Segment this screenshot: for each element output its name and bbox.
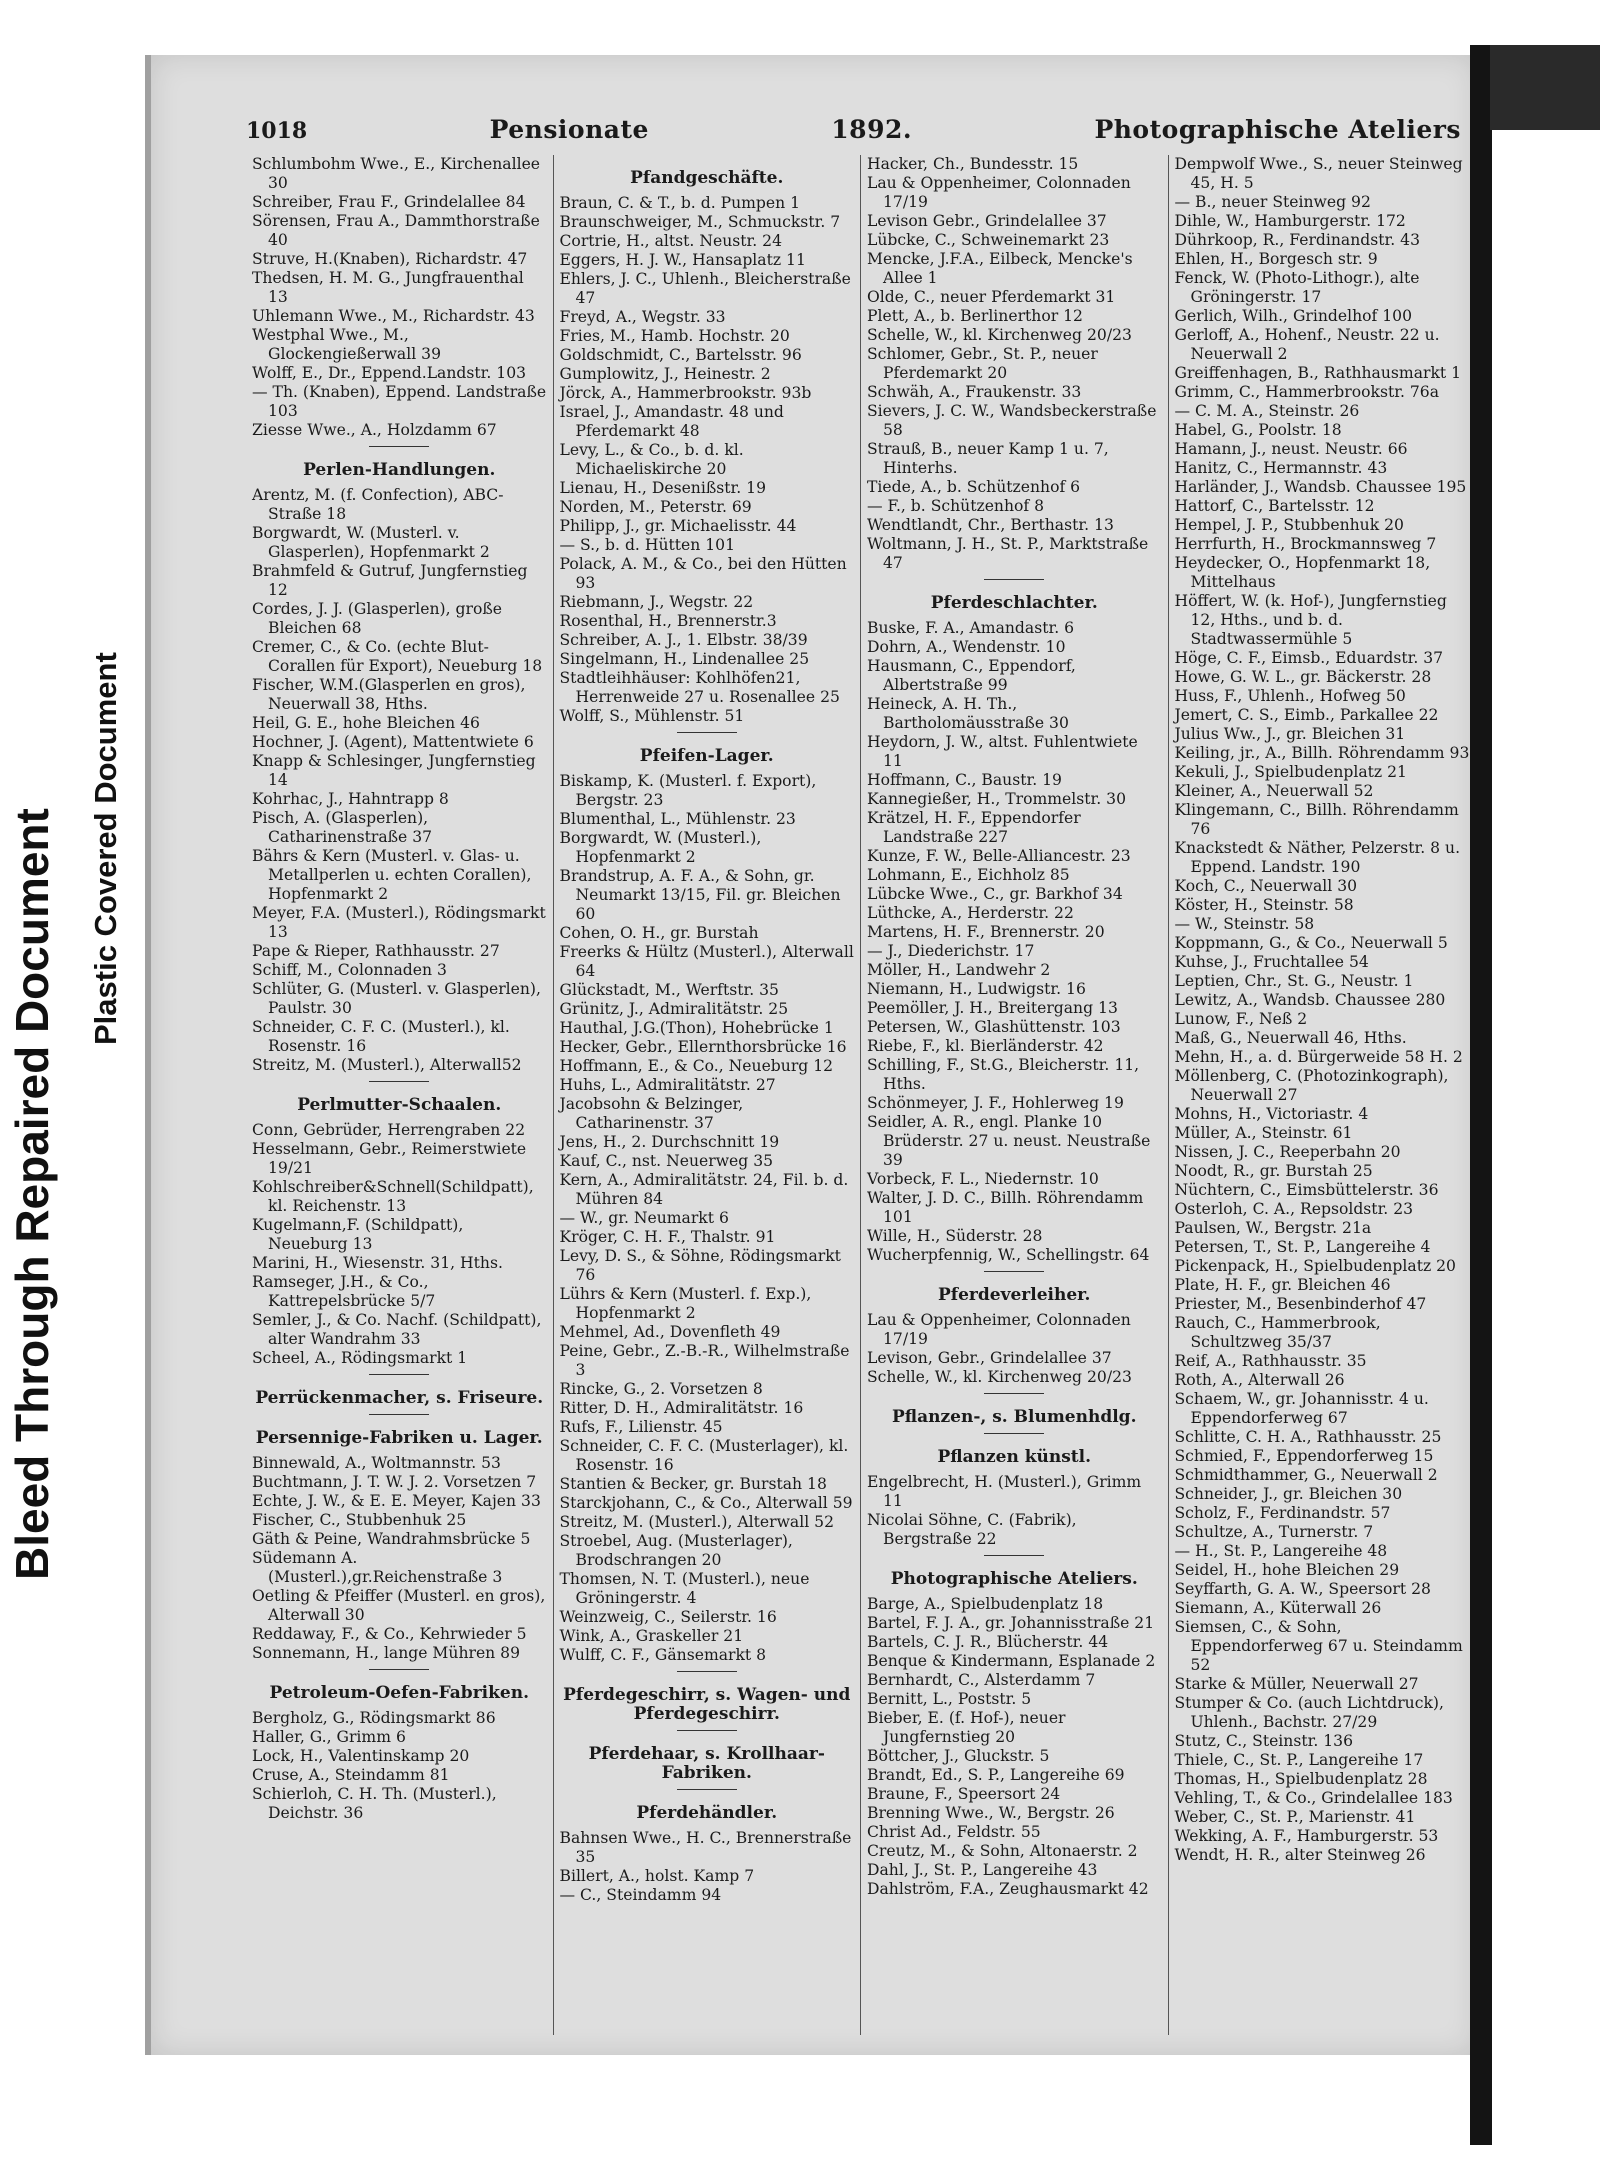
directory-entry: Levy, L., & Co., b. d. kl. Michaeliskirche 20 [559,441,744,478]
directory-entry: Mehmel, Ad., Dovenfleth 49 [559,1323,781,1341]
directory-entry: Hausmann, C., Eppendorf, Albertstraße 99 [867,657,1076,694]
directory-entry: Nicolai Söhne, C. (Fabrik), Bergstraße 22 [867,1511,1077,1548]
directory-entry: Polack, A. M., & Co., bei den Hütten 93 [559,555,847,592]
directory-entry: Grimm, C., Hammerbrookstr. 76a [1174,383,1440,401]
directory-entry: Seidel, H., hohe Bleichen 29 [1174,1561,1400,1579]
directory-entry: Riebmann, J., Wegstr. 22 [559,593,754,611]
plastic-covered-stamp: Plastic Covered Document [88,652,123,1045]
directory-entry: Wille, H., Süderstr. 28 [867,1227,1043,1245]
directory-entry: Heydecker, O., Hopfenmarkt 18, Mittelhaus [1174,554,1431,591]
directory-entry: Koppmann, G., & Co., Neuerwall 5 [1174,934,1448,952]
directory-entry: Knapp & Schlesinger, Jungfernstieg 14 [252,752,536,789]
directory-entry: Jörck, A., Hammerbrookstr. 93b [559,384,812,402]
section-divider [984,1271,1044,1272]
directory-entry: Köster, H., Steinstr. 58 [1174,896,1354,914]
directory-entry: Schelle, W., kl. Kirchenweg 20/23 [867,1368,1132,1386]
directory-entry: Klingemann, C., Billh. Röhrendamm 76 [1174,801,1459,838]
directory-entry: Braune, F., Speersort 24 [867,1785,1061,1803]
directory-entry: — H., St. P., Langereihe 48 [1174,1542,1388,1560]
directory-entry: Priester, M., Besenbinderhof 47 [1174,1295,1427,1313]
directory-entry: Lohmann, E., Eichholz 85 [867,866,1070,884]
directory-entry: Herrfurth, H., Brockmannsweg 7 [1174,535,1437,553]
directory-entry: Osterloh, C. A., Repsoldstr. 23 [1174,1200,1414,1218]
directory-entry: Hamann, J., neust. Neustr. 66 [1174,440,1408,458]
directory-entry: Semler, J., & Co. Nachf. (Schildpatt), alter Wandrahm 33 [252,1311,542,1348]
directory-entry: Singelmann, H., Lindenallee 25 [559,650,810,668]
directory-entry: Rufs, F., Lilienstr. 45 [559,1418,723,1436]
directory-entry: Hanitz, C., Hermannstr. 43 [1174,459,1388,477]
directory-entry: Lock, H., Valentinskamp 20 [252,1747,470,1765]
directory-entry: Wendt, H. R., alter Steinweg 26 [1174,1846,1426,1864]
directory-entry: Schlomer, Gebr., St. P., neuer Pferdemarkt 20 [867,345,1098,382]
directory-entry: Kleiner, A., Neuerwall 52 [1174,782,1374,800]
directory-entry: Jacobsohn & Belzinger, Catharinenstr. 37 [559,1095,744,1132]
page-edge-shadow [1470,45,1492,2145]
directory-entry: Rosenthal, H., Brennerstr.3 [559,612,777,630]
directory-entry: Sörensen, Frau A., Dammthorstraße 40 [252,212,540,249]
directory-entry: Brandt, Ed., S. P., Langereihe 69 [867,1766,1125,1784]
directory-entry: Lienau, H., Desenißstr. 19 [559,479,767,497]
directory-entry: Wolff, E., Dr., Eppend.Landstr. 103 [252,364,527,382]
directory-entry: Lau & Oppenheimer, Colonnaden 17/19 [867,174,1131,211]
directory-entry: Hesselmann, Gebr., Reimerstwiete 19/21 [252,1140,527,1177]
directory-entry: Bartel, F. J. A., gr. Johannisstraße 21 [867,1614,1155,1632]
directory-entry: Christ Ad., Feldstr. 55 [867,1823,1041,1841]
directory-entry: Roth, A., Alterwall 26 [1174,1371,1345,1389]
directory-entry: Petersen, T., St. P., Langereihe 4 [1174,1238,1431,1256]
directory-entry: Goldschmidt, C., Bartelsstr. 96 [559,346,802,364]
directory-entry: Engelbrecht, H. (Musterl.), Grimm 11 [867,1473,1142,1510]
directory-entry: Höge, C. F., Eimsb., Eduardstr. 37 [1174,649,1444,667]
directory-entry: Scholz, F., Ferdinandstr. 57 [1174,1504,1391,1522]
directory-entry: Wulff, C. F., Gänsemarkt 8 [559,1646,767,1664]
directory-entry: Schaem, W., gr. Johannisstr. 4 u. Eppendorferweg 67 [1174,1390,1429,1427]
section-divider [677,1671,737,1672]
directory-entry: Scheel, A., Rödingsmarkt 1 [252,1349,468,1367]
directory-entry: Schneider, C. F. C. (Musterl.), kl. Rosenstr. 16 [252,1018,510,1055]
directory-entry: Reddaway, F., & Co., Kehrwieder 5 [252,1625,527,1643]
directory-entry: Koch, C., Neuerwall 30 [1174,877,1358,895]
directory-entry: Rincke, G., 2. Vorsetzen 8 [559,1380,763,1398]
directory-entry: Gumplowitz, J., Heinestr. 2 [559,365,771,383]
directory-entry: Stutz, C., Steinstr. 136 [1174,1732,1354,1750]
directory-entry: Walter, J. D. C., Billh. Röhrendamm 101 [867,1189,1144,1226]
directory-entry: Dihle, W., Hamburgerstr. 172 [1174,212,1406,230]
directory-entry: Gäth & Peine, Wandrahmsbrücke 5 [252,1530,531,1548]
directory-entry: Oetling & Pfeiffer (Musterl. en gros), Alterwall 30 [252,1587,546,1624]
directory-entry: Kohrhac, J., Hahntrapp 8 [252,790,449,808]
section-divider [677,1789,737,1790]
section-divider [984,1555,1044,1556]
directory-entry: Jemert, C. S., Eimb., Parkallee 22 [1174,706,1439,724]
directory-entry: Greiffenhagen, B., Rathhausmarkt 1 [1174,364,1462,382]
directory-entry: Hacker, Ch., Bundesstr. 15 [867,155,1079,173]
directory-entry: Südemann A.(Musterl.),gr.Reichenstraße 3 [252,1549,503,1586]
directory-entry: Thomas, H., Spielbudenplatz 28 [1174,1770,1428,1788]
directory-entry: — W., Steinstr. 58 [1174,915,1315,933]
section-heading: Pflanzen-, s. Blumenhdlg. [891,1407,1137,1427]
directory-entry: Harländer, J., Wandsb. Chaussee 195 [1174,478,1467,496]
directory-entry: Peine, Gebr., Z.-B.-R., Wilhelmstraße 3 [559,1342,850,1379]
directory-entry: Braun, C. & T., b. d. Pumpen 1 [559,194,801,212]
directory-entry: Stumper & Co. (auch Lichtdruck), Uhlenh., Bachstr. 27/29 [1174,1694,1444,1731]
directory-entry: Schultze, A., Turnerstr. 7 [1174,1523,1374,1541]
section-heading: Pferdegeschirr, s. Wagen- und Pferdegeschirr. [563,1685,851,1724]
section-heading: Petroleum-Oefen-Fabriken. [269,1683,529,1703]
bleed-through-stamp: Bleed Through Repaired Document [6,808,58,1580]
directory-entry: — Th. (Knaben), Eppend. Landstraße 103 [252,383,547,420]
directory-entry: Weber, C., St. P., Marienstr. 41 [1174,1808,1416,1826]
directory-entry: Huss, F., Uhlenh., Hofweg 50 [1174,687,1406,705]
directory-entry: Jens, H., 2. Durchschnitt 19 [559,1133,780,1151]
directory-entry: Levy, D. S., & Söhne, Rödingsmarkt 76 [559,1247,841,1284]
directory-entry: Lüthcke, A., Herderstr. 22 [867,904,1074,922]
directory-entry: Binnewald, A., Woltmannstr. 53 [252,1454,501,1472]
directory-entry: Peemöller, J. H., Breitergang 13 [867,999,1118,1017]
directory-entry: Thiele, C., St. P., Langereihe 17 [1174,1751,1424,1769]
directory-entry: Habel, G., Poolstr. 18 [1174,421,1342,439]
directory-entry: Leptien, Chr., St. G., Neustr. 1 [1174,972,1414,990]
directory-entry: Pickenpack, H., Spielbudenplatz 20 [1174,1257,1456,1275]
directory-entry: Möller, H., Landwehr 2 [867,961,1051,979]
directory-entry: Cruse, A., Steindamm 81 [252,1766,450,1784]
section-divider [984,1393,1044,1394]
directory-entry: Freerks & Hültz (Musterl.), Alterwall 64 [559,943,854,980]
directory-entry: Echte, J. W., & E. E. Meyer, Kajen 33 [252,1492,541,1510]
directory-entry: — C. M. A., Steinstr. 26 [1174,402,1360,420]
directory-entry: Borgwardt, W. (Musterl.), Hopfenmarkt 2 [559,829,762,866]
directory-entry: Hoffmann, E., & Co., Neueburg 12 [559,1057,834,1075]
directory-column-4 [1169,155,1477,2035]
directory-entry: Kern, A., Admiralitätstr. 24, Fil. b. d. Mühren 84 [559,1171,849,1208]
section-heading: Pferdeschlachter. [930,593,1098,613]
directory-entry: Olde, C., neuer Pferdemarkt 31 [867,288,1116,306]
directory-entry: Freyd, A., Wegstr. 33 [559,308,726,326]
directory-entry: Schiff, M., Colonnaden 3 [252,961,447,979]
directory-columns [246,155,1476,2035]
directory-entry: Streitz, M. (Musterl.), Alterwall52 [252,1056,522,1074]
directory-entry: Kekuli, J., Spielbudenplatz 21 [1174,763,1407,781]
directory-entry: Wucherpfennig, W., Schellingstr. 64 [867,1246,1150,1264]
directory-entry: Schelle, W., kl. Kirchenweg 20/23 [867,326,1132,344]
directory-entry: Keiling, jr., A., Billh. Röhrendamm 93 [1174,744,1470,762]
directory-entry: Kröger, C. H. F., Thalstr. 91 [559,1228,776,1246]
section-heading: Photographische Ateliers. [890,1569,1138,1589]
directory-entry: Möllenberg, C. (Photozinkograph), Neuerwall 27 [1174,1067,1449,1104]
directory-entry: Lunow, F., Neß 2 [1174,1010,1308,1028]
directory-column-2 [554,155,862,2035]
section-heading: Pfandgeschäfte. [630,168,784,188]
directory-entry: Kohlschreiber&Schnell(Schildpatt), kl. Reichenstr. 13 [252,1178,534,1215]
directory-entry: Brenning Wwe., W., Bergstr. 26 [867,1804,1115,1822]
directory-entry: Marini, H., Wiesenstr. 31, Hths. [252,1254,503,1272]
directory-entry: Krätzel, H. F., Eppendorfer Landstraße 227 [867,809,1081,846]
directory-entry: Bernhardt, C., Alsterdamm 7 [867,1671,1096,1689]
side-stamp [0,0,165,2177]
directory-entry: Dahlström, F.A., Zeughausmarkt 42 [867,1880,1149,1898]
directory-entry: Sonnemann, H., lange Mühren 89 [252,1644,521,1662]
left-running-title: Pensionate [489,115,649,144]
directory-entry: Tiede, A., b. Schützenhof 6 [867,478,1081,496]
directory-entry: Julius Ww., J., gr. Bleichen 31 [1174,725,1406,743]
directory-entry: Hoffmann, C., Baustr. 19 [867,771,1062,789]
section-heading: Perlmutter-Schaalen. [297,1095,502,1115]
directory-entry: Hattorf, C., Bartelsstr. 12 [1174,497,1375,515]
directory-entry: Cohen, O. H., gr. Burstah [559,924,759,942]
directory-entry: Siemann, A., Küterwall 26 [1174,1599,1382,1617]
directory-entry: Schmidthammer, G., Neuerwall 2 [1174,1466,1438,1484]
right-running-title: Photographische Ateliers [1094,115,1461,144]
directory-entry: Howe, G. W. L., gr. Bäckerstr. 28 [1174,668,1432,686]
directory-entry: Mehn, H., a. d. Bürgerweide 58 H. 2 [1174,1048,1463,1066]
directory-entry: Plett, A., b. Berlinerthor 12 [867,307,1083,325]
directory-entry: Brandstrup, A. F. A., & Sohn, gr. Neumarkt 13/15, Fil. gr. Bleichen 60 [559,867,841,923]
directory-entry: Kunze, F. W., Belle-Alliancestr. 23 [867,847,1131,865]
directory-entry: Reif, A., Rathhausstr. 35 [1174,1352,1367,1370]
directory-entry: Schreiber, A. J., 1. Elbstr. 38/39 [559,631,808,649]
directory-column-3 [861,155,1169,2035]
section-divider [369,446,429,447]
directory-entry: Blumenthal, L., Mühlenstr. 23 [559,810,796,828]
directory-entry: Vorbeck, F. L., Niedernstr. 10 [867,1170,1099,1188]
directory-entry: Eggers, H. J. W., Hansaplatz 11 [559,251,806,269]
directory-entry: Mencke, J.F.A., Eilbeck, Mencke's Allee 1 [867,250,1133,287]
directory-entry: Bartels, C. J. R., Blücherstr. 44 [867,1633,1109,1651]
directory-entry: Stantien & Becker, gr. Burstah 18 [559,1475,827,1493]
directory-entry: Schreiber, Frau F., Grindelallee 84 [252,193,526,211]
directory-entry: Kuhse, J., Fruchtallee 54 [1174,953,1369,971]
section-divider [369,1374,429,1375]
directory-entry: Ehlers, J. C., Uhlenh., Bleicherstraße 47 [559,270,851,307]
directory-entry: Buske, F. A., Amandastr. 6 [867,619,1075,637]
page-header [246,115,1461,155]
directory-entry: Hempel, J. P., Stubbenhuk 20 [1174,516,1404,534]
directory-entry: Levison Gebr., Grindelallee 37 [867,212,1107,230]
directory-entry: Uhlemann Wwe., M., Richardstr. 43 [252,307,535,325]
directory-entry: Vehling, T., & Co., Grindelallee 183 [1174,1789,1453,1807]
directory-entry: Pape & Rieper, Rathhausstr. 27 [252,942,500,960]
scanner-corner [1490,45,1600,130]
section-heading: Pferdeverleiher. [938,1285,1091,1305]
directory-entry: Gerlich, Wilh., Grindelhof 100 [1174,307,1413,325]
page-number: 1018 [246,118,308,144]
directory-entry: Arentz, M. (f. Confection), ABC-Straße 18 [252,486,504,523]
scanned-page [145,55,1476,2055]
directory-column-1 [246,155,554,2035]
directory-entry: Thedsen, H. M. G., Jungfrauenthal 13 [252,269,524,306]
directory-entry: Stadtleihhäuser: Kohlhöfen21, Herrenweide 27 u. Rosenallee 25 [559,669,840,706]
section-heading: Perrückenmacher, s. Friseure. [255,1388,544,1408]
directory-entry: Meyer, F.A. (Musterl.), Rödingsmarkt 13 [252,904,546,941]
directory-entry: Fischer, W.M.(Glasperlen en gros), Neuerwall 38, Hths. [252,676,526,713]
directory-entry: Glückstadt, M., Werftstr. 35 [559,981,779,999]
directory-entry: Kauf, C., nst. Neuerweg 35 [559,1152,774,1170]
directory-entry: Rauch, C., Hammerbrook, Schultzweg 35/37 [1174,1314,1381,1351]
directory-entry: Barge, A., Spielbudenplatz 18 [867,1595,1104,1613]
directory-entry: Heineck, A. H. Th., Bartholomäusstraße 30 [867,695,1069,732]
directory-entry: Braunschweiger, M., Schmuckstr. 7 [559,213,841,231]
directory-entry: Cortrie, H., altst. Neustr. 24 [559,232,783,250]
directory-entry: Nissen, J. C., Reeperbahn 20 [1174,1143,1401,1161]
directory-entry: Streitz, M. (Musterl.), Alterwall 52 [559,1513,834,1531]
directory-entry: Nüchtern, C., Eimsbüttelerstr. 36 [1174,1181,1439,1199]
directory-entry: Wink, A., Graskeller 21 [559,1627,744,1645]
directory-entry: Mohns, H., Victoriastr. 4 [1174,1105,1369,1123]
directory-entry: Kannegießer, H., Trommelstr. 30 [867,790,1127,808]
directory-entry: Fischer, C., Stubbenhuk 25 [252,1511,467,1529]
directory-entry: Biskamp, K. (Musterl. f. Export), Bergstr. 23 [559,772,817,809]
directory-entry: Siemsen, C., & Sohn, Eppendorferweg 67 u. Steindamm 52 [1174,1618,1463,1674]
section-divider [369,1669,429,1670]
directory-entry: Huhs, L., Admiralitätstr. 27 [559,1076,776,1094]
directory-entry: Bieber, E. (f. Hof-), neuer Jungfernstieg 20 [867,1709,1066,1746]
section-divider [984,1433,1044,1434]
directory-entry: Westphal Wwe., M., Glockengießerwall 39 [252,326,442,363]
directory-entry: Fries, M., Hamb. Hochstr. 20 [559,327,790,345]
directory-entry: Wolff, S., Mühlenstr. 51 [559,707,745,725]
directory-entry: Knackstedt & Näther, Pelzerstr. 8 u. Eppend. Landstr. 190 [1174,839,1461,876]
directory-entry: Bernitt, L., Poststr. 5 [867,1690,1032,1708]
directory-entry: Müller, A., Steinstr. 61 [1174,1124,1353,1142]
directory-entry: Petersen, W., Glashüttenstr. 103 [867,1018,1121,1036]
directory-entry: Hauthal, J.G.(Thon), Hohebrücke 1 [559,1019,834,1037]
directory-entry: Schlumbohm Wwe., E., Kirchenallee 30 [252,155,541,192]
directory-entry: Starckjohann, C., & Co., Alterwall 59 [559,1494,853,1512]
section-heading: Pferdehaar, s. Krollhaar-Fabriken. [588,1744,825,1783]
directory-entry: Grünitz, J., Admiralitätstr. 25 [559,1000,789,1018]
directory-entry: Buchtmann, J. T. W. J. 2. Vorsetzen 7 [252,1473,537,1491]
directory-entry: Levison, Gebr., Grindelallee 37 [867,1349,1112,1367]
directory-entry: Schneider, C. F. C. (Musterlager), kl. Rosenstr. 16 [559,1437,849,1474]
directory-entry: Lau & Oppenheimer, Colonnaden 17/19 [867,1311,1131,1348]
section-heading: Persennige-Fabriken u. Lager. [255,1428,543,1448]
directory-entry: Bergholz, G., Rödingsmarkt 86 [252,1709,496,1727]
directory-entry: Riebe, F., kl. Bierländerstr. 42 [867,1037,1104,1055]
directory-entry: Schneider, J., gr. Bleichen 30 [1174,1485,1403,1503]
directory-entry: Israel, J., Amandastr. 48 und Pferdemarkt 48 [559,403,784,440]
directory-entry: Benque & Kindermann, Esplanade 2 [867,1652,1156,1670]
directory-entry: Fenck, W. (Photo-Lithogr.), alte Gröningerstr. 17 [1174,269,1420,306]
directory-entry: Niemann, H., Ludwigstr. 16 [867,980,1086,998]
directory-entry: Dempwolf Wwe., S., neuer Steinweg 45, H. 5 [1174,155,1463,192]
directory-entry: Schmied, F., Eppendorferweg 15 [1174,1447,1434,1465]
directory-entry: — F., b. Schützenhof 8 [867,497,1045,515]
directory-entry: Struve, H.(Knaben), Richardstr. 47 [252,250,528,268]
directory-entry: Strauß, B., neuer Kamp 1 u. 7, Hinterhs. [867,440,1109,477]
directory-entry: Lübcke Wwe., C., gr. Barkhof 34 [867,885,1123,903]
directory-entry: — C., Steindamm 94 [559,1886,722,1904]
directory-entry: Ziesse Wwe., A., Holzdamm 67 [252,421,497,439]
directory-entry: Kugelmann,F. (Schildpatt), Neueburg 13 [252,1216,464,1253]
directory-entry: Stroebel, Aug. (Musterlager), Brodschrangen 20 [559,1532,793,1569]
directory-entry: Starke & Müller, Neuerwall 27 [1174,1675,1419,1693]
directory-entry: Conn, Gebrüder, Herrengraben 22 [252,1121,526,1139]
directory-entry: Schierloh, C. H. Th. (Musterl.), Deichstr. 36 [252,1785,497,1822]
directory-entry: Sievers, J. C. W., Wandsbeckerstraße 58 [867,402,1157,439]
directory-entry: Billert, A., holst. Kamp 7 [559,1867,755,1885]
section-heading: Pflanzen künstl. [937,1447,1092,1467]
section-divider [677,1730,737,1731]
directory-entry: Creutz, M., & Sohn, Altonaerstr. 2 [867,1842,1138,1860]
directory-entry: Heydorn, J. W., altst. Fuhlentwiete 11 [867,733,1138,770]
directory-entry: Gerloff, A., Hohenf., Neustr. 22 u. Neuerwall 2 [1174,326,1440,363]
directory-entry: Brahmfeld & Gutruf, Jungfernstieg 12 [252,562,528,599]
directory-entry: — W., gr. Neumarkt 6 [559,1209,729,1227]
directory-entry: Norden, M., Peterstr. 69 [559,498,752,516]
directory-entry: Höffert, W. (k. Hof-), Jungfernstieg 12, Hths., und b. d. Stadtwassermühle 5 [1174,592,1447,648]
directory-entry: Paulsen, W., Bergstr. 21a [1174,1219,1372,1237]
directory-entry: Ritter, D. H., Admiralitätstr. 16 [559,1399,804,1417]
directory-entry: Dahl, J., St. P., Langereihe 43 [867,1861,1098,1879]
directory-entry: Wekking, A. F., Hamburgerstr. 53 [1174,1827,1439,1845]
directory-entry: Dührkoop, R., Ferdinandstr. 43 [1174,231,1421,249]
section-heading: Pfeifen-Lager. [639,746,774,766]
directory-entry: Schwäh, A., Fraukenstr. 33 [867,383,1082,401]
directory-entry: — J., Diederichstr. 17 [867,942,1035,960]
directory-entry: Maß, G., Neuerwall 46, Hths. [1174,1029,1407,1047]
section-divider [369,1081,429,1082]
directory-entry: Schlitte, C. H. A., Rathhausstr. 25 [1174,1428,1442,1446]
directory-entry: Noodt, R., gr. Burstah 25 [1174,1162,1373,1180]
directory-entry: Martens, H. F., Brennerstr. 20 [867,923,1105,941]
directory-entry: Haller, G., Grimm 6 [252,1728,406,1746]
directory-entry: Pisch, A. (Glasperlen), Catharinenstraße 37 [252,809,433,846]
directory-entry: Bahnsen Wwe., H. C., Brennerstraße 35 [559,1829,852,1866]
directory-entry: Ramseger, J.H., & Co., Kattrepelsbrücke 5/7 [252,1273,436,1310]
margin-strip [1492,130,1600,2177]
directory-entry: Schlüter, G. (Musterl. v. Glasperlen), Paulstr. 30 [252,980,541,1017]
directory-entry: — S., b. d. Hütten 101 [559,536,736,554]
directory-entry: Lührs & Kern (Musterl. f. Exp.), Hopfenmarkt 2 [559,1285,812,1322]
section-heading: Pferdehändler. [636,1803,778,1823]
directory-entry: Woltmann, J. H., St. P., Marktstraße 47 [867,535,1149,572]
directory-entry: Lewitz, A., Wandsb. Chaussee 280 [1174,991,1446,1009]
directory-entry: Cremer, C., & Co. (echte Blut-Corallen für Export), Neueburg 18 [252,638,543,675]
year-heading: 1892. [831,115,913,144]
directory-entry: Lübcke, C., Schweinemarkt 23 [867,231,1110,249]
directory-entry: Hochner, J. (Agent), Mattentwiete 6 [252,733,534,751]
directory-entry: Plate, H. F., gr. Bleichen 46 [1174,1276,1391,1294]
directory-entry: Hecker, Gebr., Ellernthorsbrücke 16 [559,1038,847,1056]
directory-entry: Cordes, J. J. (Glasperlen), große Bleichen 68 [252,600,503,637]
directory-entry: Ehlen, H., Borgesch str. 9 [1174,250,1378,268]
directory-entry: Dohrn, A., Wendenstr. 10 [867,638,1066,656]
directory-entry: Schilling, F., St.G., Bleicherstr. 11, Hths. [867,1056,1140,1093]
directory-entry: Philipp, J., gr. Michaelisstr. 44 [559,517,797,535]
directory-entry: Thomsen, N. T. (Musterl.), neue Gröningerstr. 4 [559,1570,810,1607]
section-heading: Perlen-Handlungen. [303,460,496,480]
directory-entry: Heil, G. E., hohe Bleichen 46 [252,714,480,732]
directory-entry: Wendtlandt, Chr., Berthastr. 13 [867,516,1114,534]
directory-entry: Bährs & Kern (Musterl. v. Glas- u. Metallperlen u. echten Corallen), Hopfenmarkt 2 [252,847,532,903]
section-divider [369,1414,429,1415]
directory-entry: — B., neuer Steinweg 92 [1174,193,1371,211]
directory-entry: Borgwardt, W. (Musterl. v. Glasperlen), Hopfenmarkt 2 [252,524,490,561]
directory-entry: Seyffarth, G. A. W., Speersort 28 [1174,1580,1431,1598]
directory-entry: Schönmeyer, J. F., Hohlerweg 19 [867,1094,1124,1112]
directory-entry: Böttcher, J., Gluckstr. 5 [867,1747,1050,1765]
directory-entry: Weinzweig, C., Seilerstr. 16 [559,1608,777,1626]
section-divider [677,732,737,733]
section-divider [984,579,1044,580]
directory-entry: Seidler, A. R., engl. Planke 10 Brüderstr. 27 u. neust. Neustraße 39 [867,1113,1151,1169]
